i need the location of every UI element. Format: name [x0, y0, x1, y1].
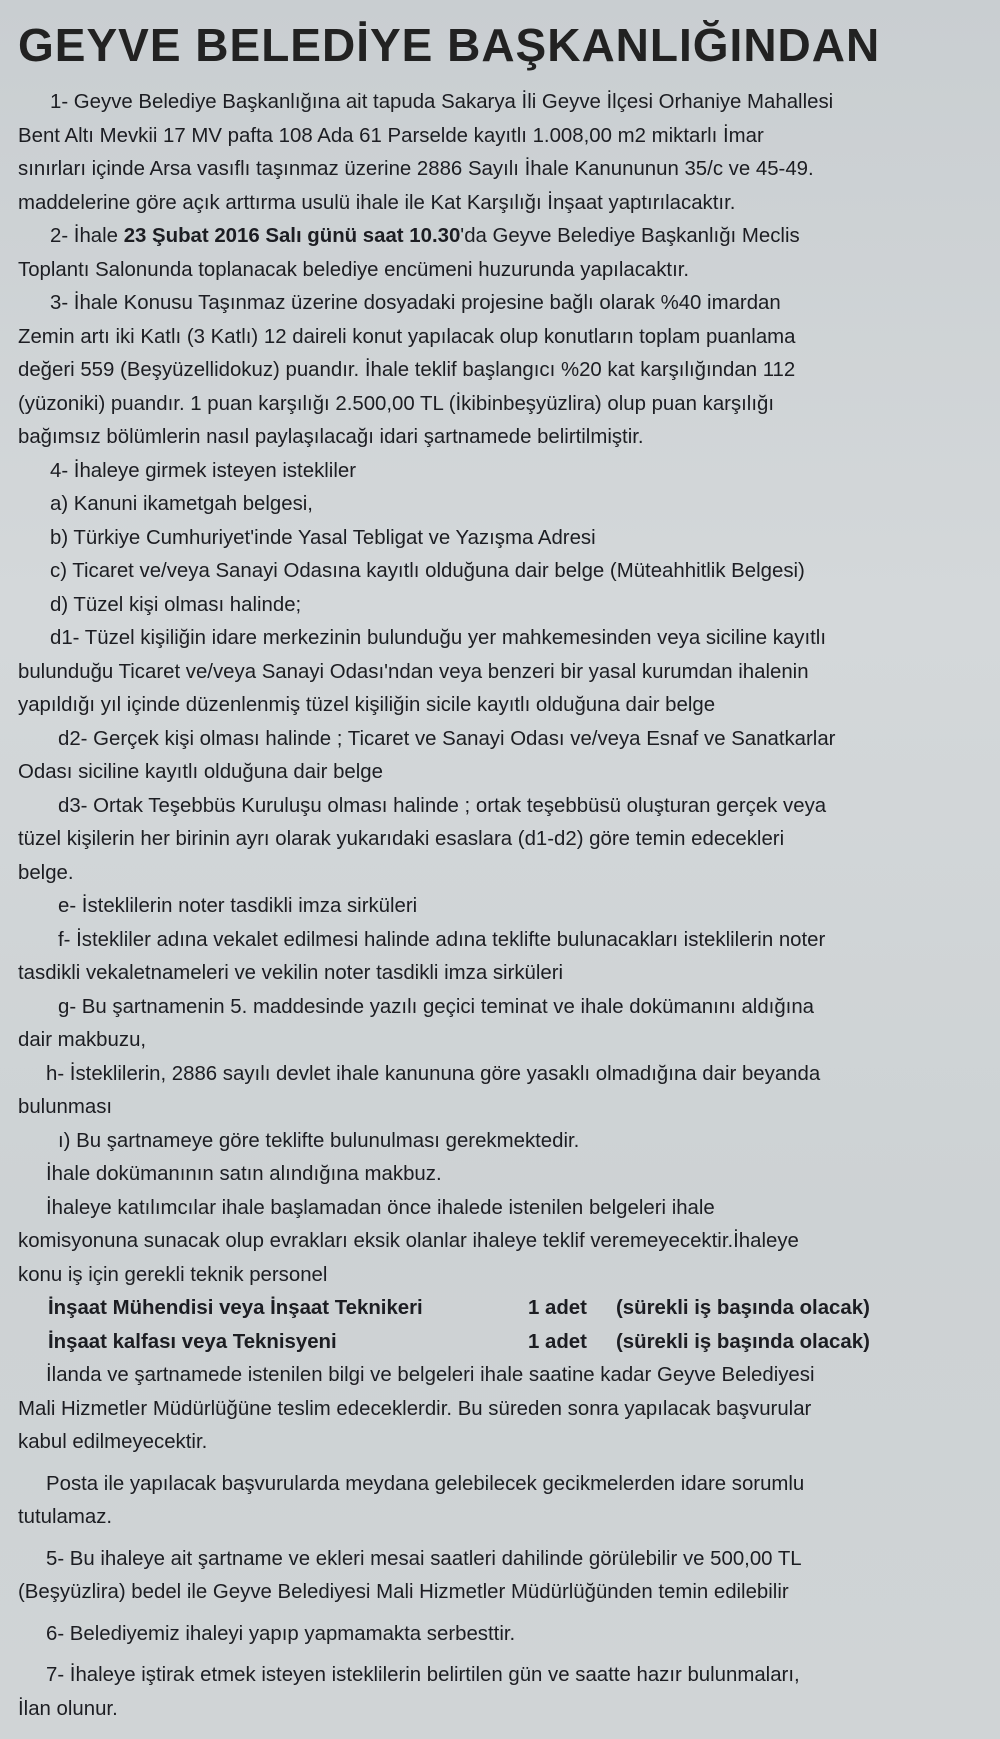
participant-line: konu iş için gerekli teknik personel [18, 1263, 328, 1286]
requirement-d1-line: d1- Tüzel kişiliğin idare merkezinin bulunduğu yer mahkemesinden veya siciline kayıtlı [50, 627, 826, 649]
personnel-qty: 1 adet [528, 1297, 587, 1319]
postal-line: tutulamaz. [18, 1506, 113, 1528]
article-4-intro: 4- İhaleye girmek isteyen istekliler [50, 459, 356, 482]
requirement-item: c) Ticaret ve/veya Sanayi Odasına kayıtlı olduğuna dair belge (Müteahhitlik Belgesi) [50, 560, 805, 582]
article-1-line: 1- Geyve Belediye Başkanlığına ait tapuda Sakarya İli Geyve İlçesi Orhaniye Mahallesi [50, 91, 834, 113]
requirement-h-line: bulunması [18, 1096, 113, 1118]
personnel-role: İnşaat Mühendisi veya İnşaat Teknikeri [48, 1297, 423, 1319]
article-5-line: 5- Bu ihaleye ait şartname ve ekleri mesai saatleri dahilinde görülebilir ve 500,00 TL [46, 1547, 802, 1570]
requirement-item: b) Türkiye Cumhuriyet'inde Yasal Tebligat ve Yazışma Adresi [50, 526, 596, 549]
article-3-line: değeri 559 (Beşyüzellidokuz) puandır. İhale teklif başlangıcı %20 kat karşılığından 112 [18, 359, 796, 381]
personnel-row [18, 1326, 978, 1360]
requirement-d2-line: Odası siciline kayıtlı olduğuna dair belge [18, 761, 383, 783]
requirement-d3-line: d3- Ortak Teşebbüs Kuruluşu olması halinde ; ortak teşebbüsü oluşturan gerçek veya [58, 794, 827, 817]
article-2-suffix: 'da Geyve Belediye Başkanlığı Meclis [460, 225, 800, 247]
receipt-line: İhale dokümanının satın alındığına makbuz. [46, 1163, 442, 1185]
article-3-line: Zemin artı iki Katlı (3 Katlı) 12 daireli konut yapılacak olup konutların toplam puanlama [18, 325, 796, 348]
postal-line: Posta ile yapılacak başvurularda meydana gelebilecek gecikmelerden idare sorumlu [46, 1472, 805, 1495]
personnel-row [18, 1292, 978, 1326]
article-3-line: (yüzoniki) puandır. 1 puan karşılığı 2.500,00 TL (İkibinbeşyüzlira) olup puan karşılığı [18, 392, 775, 415]
requirement-d3-line: belge. [18, 861, 74, 884]
requirement-g-line: dair makbuzu, [18, 1029, 147, 1051]
participant-line: İhaleye katılımcılar ihale başlamadan önce ihalede istenilen belgeleri ihale [46, 1196, 715, 1219]
requirement-f-line: tasdikli vekaletnameleri ve vekilin noter tasdikli imza sirküleri [18, 962, 564, 984]
article-7-line: İlan olunur. [18, 1697, 118, 1720]
requirement-g-line: g- Bu şartnamenin 5. maddesinde yazılı geçici teminat ve ihale dokümanını aldığına [58, 995, 815, 1018]
article-3-line: 3- İhale Konusu Taşınmaz üzerine dosyadaki projesine bağlı olarak %40 imardan [50, 292, 781, 314]
article-3-line: bağımsız bölümlerin nasıl paylaşılacağı idari şartnamede belirtilmiştir. [18, 426, 644, 448]
article-1-line: sınırları içinde Arsa vasıflı taşınmaz üzerine 2886 Sayılı İhale Kanununun 35/c ve 45-49. [18, 158, 814, 180]
document-body [18, 86, 978, 1726]
article-2-prefix: 2- İhale [50, 225, 124, 247]
article-6: 6- Belediyemiz ihaleyi yapıp yapmamakta serbesttir. [46, 1622, 516, 1645]
requirement-item: d) Tüzel kişi olması halinde; [50, 593, 302, 616]
personnel-note: (sürekli iş başında olacak) [616, 1330, 870, 1353]
document-title: GEYVE BELEDİYE BAŞKANLIĞINDAN [18, 19, 881, 71]
personnel-qty: 1 adet [528, 1330, 587, 1353]
requirement-d2-line: d2- Gerçek kişi olması halinde ; Ticaret ve Sanayi Odası ve/veya Esnaf ve Sanatkarlar [58, 727, 836, 750]
article-2-line: Toplantı Salonunda toplanacak belediye encümeni huzurunda yapılacaktır. [18, 258, 690, 281]
submission-line: kabul edilmeyecektir. [18, 1431, 208, 1453]
article-1-line: maddelerine göre açık arttırma usulü ihale ile Kat Karşılığı İnşaat yaptırılacaktır. [18, 191, 736, 214]
requirement-e: e- İsteklilerin noter tasdikli imza sirküleri [58, 895, 418, 917]
participant-line: komisyonuna sunacak olup evrakları eksik olanlar ihaleye teklif veremeyecektir.İhaleye [18, 1230, 799, 1252]
submission-line: Mali Hizmetler Müdürlüğüne teslim edeceklerdir. Bu süreden sonra yapılacak başvurular [18, 1397, 812, 1420]
requirement-d1-line: yapıldığı yıl içinde düzenlenmiş tüzel kişiliğin sicile kayıtlı olduğuna dair belge [18, 694, 716, 716]
requirement-i: ı) Bu şartnameye göre teklifte bulunulması gerekmektedir. [58, 1129, 580, 1152]
article-1-line: Bent Altı Mevkii 17 MV pafta 108 Ada 61 Parselde kayıtlı 1.008,00 m2 miktarlı İmar [18, 124, 764, 147]
personnel-role: İnşaat kalfası veya Teknisyeni [48, 1330, 337, 1353]
requirement-f-line: f- İstekliler adına vekalet edilmesi halinde adına teklifte bulunacakları isteklilerin noter [58, 928, 826, 951]
article-2-line [18, 220, 978, 254]
requirement-h-line: h- İsteklilerin, 2886 sayılı devlet ihale kanununa göre yasaklı olmadığına dair beyanda [46, 1062, 821, 1085]
requirement-item: a) Kanuni ikametgah belgesi, [50, 493, 313, 515]
auction-date: 23 Şubat 2016 Salı günü saat 10.30 [123, 225, 461, 247]
submission-line: İlanda ve şartnamede istenilen bilgi ve belgeleri ihale saatine kadar Geyve Belediyesi [46, 1364, 815, 1386]
personnel-note: (sürekli iş başında olacak) [616, 1297, 870, 1319]
requirement-d3-line: tüzel kişilerin her birinin ayrı olarak yukarıdaki esaslara (d1-d2) göre temin edecekleri [18, 828, 785, 850]
article-7-line: 7- İhaleye iştirak etmek isteyen isteklilerin belirtilen gün ve saatte hazır bulunmaları, [46, 1664, 800, 1686]
requirement-d1-line: bulunduğu Ticaret ve/veya Sanayi Odası'ndan veya benzeri bir yasal kurumdan ihalenin [18, 660, 809, 683]
article-5-line: (Beşyüzlira) bedel ile Geyve Belediyesi Mali Hizmetler Müdürlüğünden temin edilebilir [18, 1581, 789, 1603]
